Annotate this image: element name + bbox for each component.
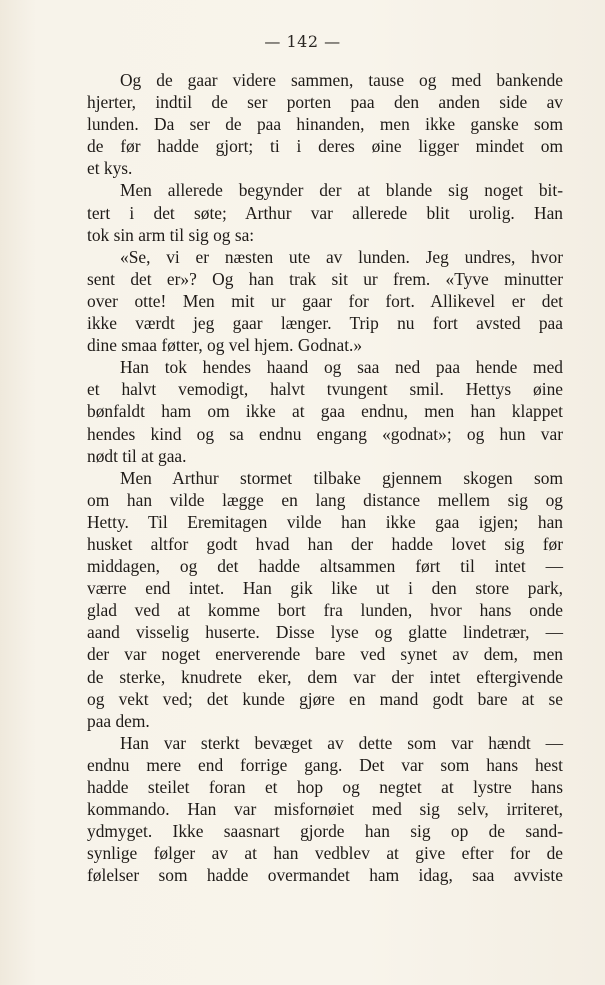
- text-line: middagen, og det hadde altsammen ført til intet —: [87, 556, 563, 577]
- text-line: Han var sterkt bevæget av dette som var hændt —: [120, 732, 563, 753]
- text-line: de før hadde gjort; ti i deres øine ligger mindet om: [87, 136, 563, 157]
- body-text: [87, 69, 563, 886]
- text-line: Men Arthur stormet tilbake gjennem skogen som: [120, 467, 563, 488]
- text-line: aand visselig huserte. Disse lyse og glatte lindetrær, —: [87, 622, 563, 643]
- text-line: hadde steilet foran et hop og negtet at lystre hans: [87, 777, 563, 797]
- text-line: bønfaldt ham om ikke at gaa endnu, men han klappet: [87, 401, 563, 422]
- text-line: et halvt vemodigt, halvt tvungent smil. Hettys øine: [87, 379, 563, 400]
- text-line: tok sin arm til sig og sa:: [87, 224, 255, 245]
- text-line: hjerter, indtil de ser porten paa den anden side av: [87, 92, 563, 113]
- text-line: glad ved at komme bort fra lunden, hvor hans onde: [87, 600, 563, 621]
- text-line: kommando. Han var misfornøiet med sig selv, irriteret,: [87, 799, 563, 820]
- text-line: endnu mere end forrige gang. Det var som hans hest: [87, 754, 563, 775]
- text-line: Han tok hendes haand og saa ned paa hende med: [120, 357, 563, 378]
- text-line: ikke værdt jeg gaar længer. Trip nu fort avsted paa: [87, 313, 563, 334]
- text-line: et kys.: [87, 158, 133, 179]
- text-line: husket altfor godt hvad han der hadde lovet sig før: [87, 533, 563, 554]
- page-number: — 142 —: [264, 32, 341, 51]
- text-line: og vekt ved; det kunde gjøre en mand godt bare at se: [87, 688, 563, 709]
- text-line: over otte! Men mit ur gaar for fort. Allikevel er det: [87, 290, 563, 311]
- text-line: om han vilde lægge en lang distance mellem sig og: [87, 489, 563, 510]
- text-line: hendes kind og sa endnu engang «godnat»; og hun var: [87, 423, 563, 444]
- text-line: «Se, vi er næsten ute av lunden. Jeg undres, hvor: [120, 246, 563, 267]
- text-line: de sterke, knudrete eker, dem var der intet eftergivende: [87, 666, 563, 687]
- text-line: dine smaa føtter, og vel hjem. Godnat.»: [87, 335, 363, 356]
- text-line: værre end intet. Han gik like ut i den store park,: [87, 578, 563, 599]
- text-line: lunden. Da ser de paa hinanden, men ikke ganske som: [87, 114, 563, 135]
- text-line: Hetty. Til Eremitagen vilde han ikke gaa igjen; han: [87, 511, 563, 532]
- text-line: Men allerede begynder der at blande sig noget bit-: [120, 180, 563, 201]
- text-line: sent det er»? Og han trak sit ur frem. «Tyve minutter: [87, 268, 563, 289]
- text-line: paa dem.: [87, 710, 150, 731]
- text-line: tert i det søte; Arthur var allerede blit urolig. Han: [87, 202, 563, 223]
- text-line: synlige følger av at han vedblev at give efter for de: [87, 843, 563, 864]
- text-line: der var noget enerverende bare ved synet av dem, men: [87, 644, 563, 665]
- text-line: følelser som hadde overmandet ham idag, saa avviste: [87, 865, 563, 886]
- text-line: nødt til at gaa.: [87, 445, 187, 466]
- text-line: ydmyget. Ikke saasnart gjorde han sig op de sand-: [87, 821, 563, 842]
- text-line: Og de gaar videre sammen, tause og med bankende: [120, 70, 563, 90]
